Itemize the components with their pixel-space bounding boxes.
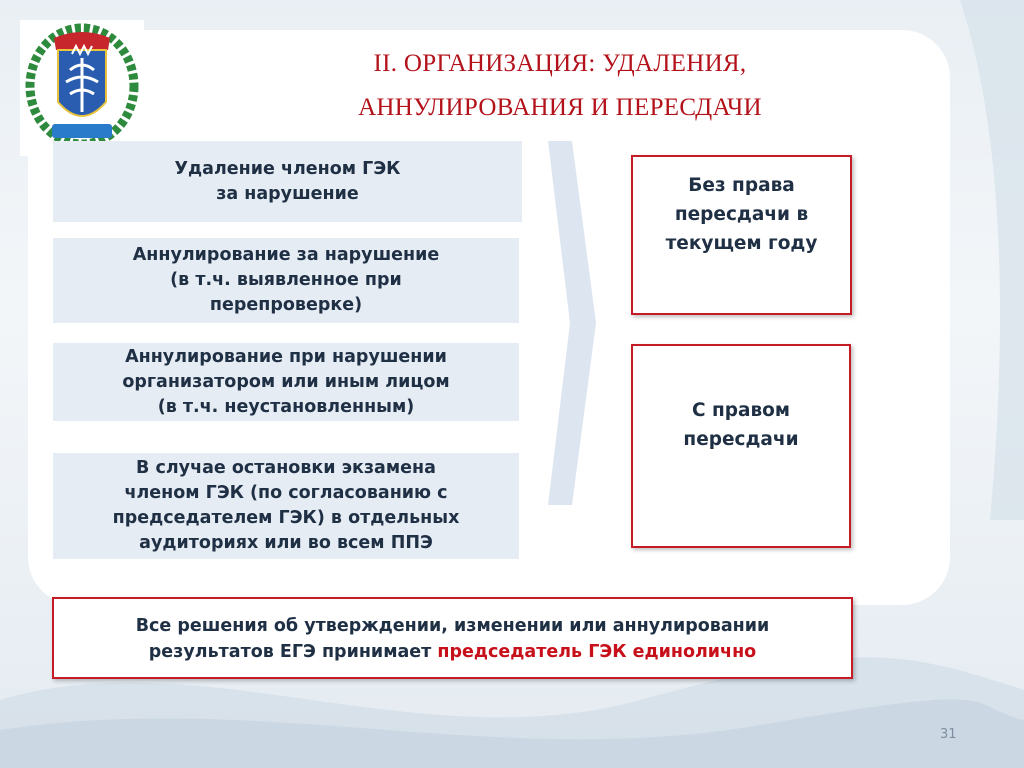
outcome-with-retake: С правом пересдачи [631, 344, 851, 548]
emblem-icon [20, 20, 144, 156]
chevron-arrow-icon [548, 141, 598, 505]
slide-title [250, 42, 870, 130]
title-line-1: II. ОРГАНИЗАЦИЯ: УДАЛЕНИЯ, [373, 50, 747, 77]
list-item-removal: Удаление членом ГЭК за нарушение [53, 141, 522, 222]
title-line-2: АННУЛИРОВАНИЯ И ПЕРЕСДАЧИ [358, 94, 762, 121]
decision-note-box [52, 597, 853, 679]
list-item-exam-stop: В случае остановки экзамена членом ГЭК (по согласованию с председателем ГЭК) в отдельных аудиториях или во всем ППЭ [53, 453, 519, 559]
page-number: 31 [940, 727, 957, 742]
list-item-annulment-organizer: Аннулирование при нарушении организатором или иным лицом (в т.ч. неустановленным) [53, 343, 519, 421]
note-line-2 [54, 639, 851, 665]
coat-of-arms-emblem [20, 20, 144, 156]
note-line-2-prefix: результатов ЕГЭ принимает [148, 642, 438, 662]
outcome-no-retake: Без права пересдачи в текущем году [631, 155, 852, 315]
list-item-annulment-violation: Аннулирование за нарушение (в т.ч. выявленное при перепроверке) [53, 238, 519, 323]
note-line-1: Все решения об утверждении, изменении или аннулировании [135, 616, 770, 636]
note-highlight: председатель ГЭК единолично [437, 642, 757, 662]
